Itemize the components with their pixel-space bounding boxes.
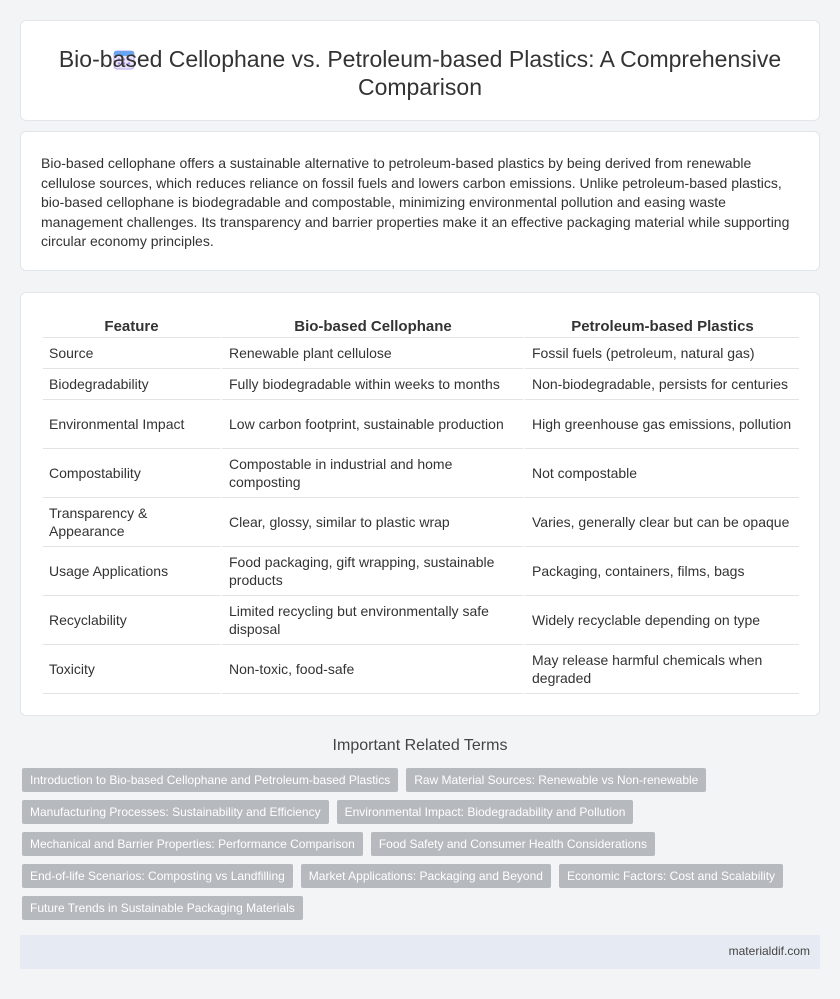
bio-cell: Low carbon footprint, sustainable production — [220, 400, 523, 449]
related-term-tag[interactable]: Environmental Impact: Biodegradability and Pollution — [337, 800, 634, 824]
table-row — [43, 369, 799, 400]
intro-paragraph: Bio-based cellophane offers a sustainable alternative to petroleum-based plastics by being derived from renewable cellulose sources, which reduces reliance on fossil fuels and lowers carbon emissions. Unlike petroleum-based plastics, bio-based cellophane is biodegradable and compostable, minimizing environmental pollution and easing waste management challenges. Its transparency and barrier properties make it an effective packaging material while supporting circular economy principles. — [41, 155, 790, 249]
bio-cell: Non-toxic, food-safe — [220, 645, 523, 694]
petroleum-cell: Varies, generally clear but can be opaque — [523, 498, 799, 547]
related-term-tag[interactable]: Future Trends in Sustainable Packaging Materials — [22, 896, 303, 920]
bio-cell: Limited recycling but environmentally safe disposal — [220, 596, 523, 645]
header-card — [20, 20, 820, 121]
related-term-tag[interactable]: End-of-life Scenarios: Composting vs Landfilling — [22, 864, 293, 888]
table-header-row — [43, 316, 799, 338]
feature-cell: Biodegradability — [43, 369, 220, 400]
petroleum-cell: Widely recyclable depending on type — [523, 596, 799, 645]
related-term-tag[interactable]: Food Safety and Consumer Health Considerations — [371, 832, 655, 856]
table-row — [43, 596, 799, 645]
related-term-tag[interactable]: Market Applications: Packaging and Beyond — [301, 864, 551, 888]
feature-cell: Usage Applications — [43, 547, 220, 596]
page-title: Bio-based Cellophane vs. Petroleum-based Plastics: A Comprehensive Comparison — [58, 46, 782, 100]
feature-cell: Transparency & Appearance — [43, 498, 220, 547]
site-credit[interactable]: materialdif.com — [728, 944, 810, 958]
table-row — [43, 547, 799, 596]
bio-cell: Fully biodegradable within weeks to months — [220, 369, 523, 400]
table-row — [43, 338, 799, 369]
table-row — [43, 449, 799, 498]
related-term-tag[interactable]: Mechanical and Barrier Properties: Performance Comparison — [22, 832, 363, 856]
comparison-table — [43, 316, 799, 694]
related-terms-list — [22, 768, 802, 920]
intro-card — [20, 131, 820, 271]
feature-cell: Compostability — [43, 449, 220, 498]
bio-cell: Food packaging, gift wrapping, sustainable products — [220, 547, 523, 596]
feature-cell: Source — [43, 338, 220, 369]
petroleum-cell: May release harmful chemicals when degraded — [523, 645, 799, 694]
feature-cell: Toxicity — [43, 645, 220, 694]
petroleum-cell: Not compostable — [523, 449, 799, 498]
related-term-tag[interactable]: Manufacturing Processes: Sustainability and Efficiency — [22, 800, 329, 824]
table-row — [43, 645, 799, 694]
column-header-petroleum: Petroleum-based Plastics — [523, 316, 799, 338]
comparison-card — [20, 292, 820, 716]
petroleum-cell: High greenhouse gas emissions, pollution — [523, 400, 799, 449]
bio-cell: Compostable in industrial and home composting — [220, 449, 523, 498]
feature-cell: Recyclability — [43, 596, 220, 645]
column-header-feature: Feature — [43, 316, 220, 338]
table-row — [43, 498, 799, 547]
related-term-tag[interactable]: Economic Factors: Cost and Scalability — [559, 864, 783, 888]
footer — [20, 935, 820, 969]
petroleum-cell: Non-biodegradable, persists for centuries — [523, 369, 799, 400]
related-term-tag[interactable]: Raw Material Sources: Renewable vs Non-renewable — [406, 768, 706, 792]
related-term-tag[interactable]: Introduction to Bio-based Cellophane and Petroleum-based Plastics — [22, 768, 398, 792]
bio-cell: Clear, glossy, similar to plastic wrap — [220, 498, 523, 547]
column-header-bio: Bio-based Cellophane — [220, 316, 523, 338]
petroleum-cell: Packaging, containers, films, bags — [523, 547, 799, 596]
bio-cell: Renewable plant cellulose — [220, 338, 523, 369]
feature-cell: Environmental Impact — [43, 400, 220, 449]
related-terms-heading: Important Related Terms — [332, 737, 508, 754]
table-row — [43, 400, 799, 449]
petroleum-cell: Fossil fuels (petroleum, natural gas) — [523, 338, 799, 369]
